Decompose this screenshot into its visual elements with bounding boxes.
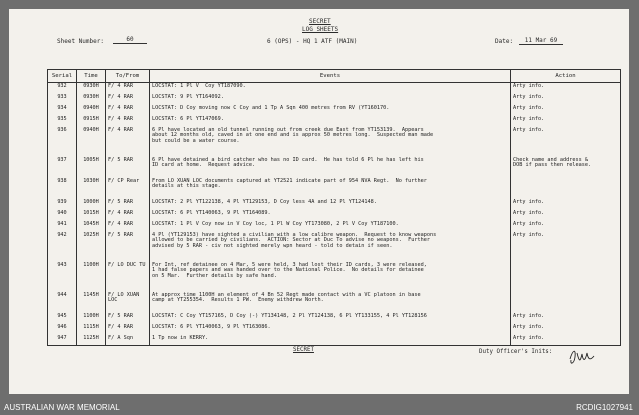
time-cell: 0930H bbox=[77, 83, 106, 94]
time-cell: 1045H bbox=[77, 221, 106, 232]
action-cell bbox=[511, 292, 621, 313]
serial-cell: 945 bbox=[48, 313, 77, 324]
tofrom-cell: F/ 5 RAR bbox=[106, 157, 150, 178]
duty-officer-signature bbox=[567, 347, 597, 371]
classification-bottom: SECRET bbox=[293, 347, 314, 353]
serial-cell: 943 bbox=[48, 262, 77, 292]
table-body bbox=[48, 83, 621, 346]
table-row bbox=[48, 199, 621, 210]
event-cell: LOCSTAT: 1 Pl V Coy YT187090. bbox=[150, 83, 511, 94]
event-cell: LOCSTAT: 1 Pl V Coy now in V Coy loc, 1 Pl W Coy YT173080, 2 Pl V Coy YT187100. bbox=[150, 221, 511, 232]
col-header-time: Time bbox=[77, 70, 106, 83]
action-cell bbox=[511, 262, 621, 292]
event-cell: 6 Pl have located an old tunnel running out from creek due East from YT153139. Appears about 12 months old, caved in at one end and is approx 50 metres long. Suspected man made but could be a water course. bbox=[150, 127, 511, 157]
table-row bbox=[48, 335, 621, 346]
table-header-row bbox=[48, 70, 621, 83]
table-row bbox=[48, 105, 621, 116]
serial-cell: 942 bbox=[48, 232, 77, 262]
serial-cell: 934 bbox=[48, 105, 77, 116]
col-header-action: Action bbox=[511, 70, 621, 83]
sheet-number-value: 60 bbox=[113, 36, 147, 44]
action-cell: Arty info. bbox=[511, 324, 621, 335]
event-cell: 4 Pl (YT129153) have sighted a civilian with a low calibre weapon. Request to know weapons allowed to be carried by civilians. ACTION: Sector at Duc To advise no weapons. Further advised by 5 RAR - civ not sighted merely wpn heard - told to detain if seen. bbox=[150, 232, 511, 262]
time-cell: 1000H bbox=[77, 199, 106, 210]
serial-cell: 936 bbox=[48, 127, 77, 157]
action-cell: Arty info. bbox=[511, 199, 621, 210]
table-row bbox=[48, 157, 621, 178]
tofrom-cell: F/ 4 RAR bbox=[106, 221, 150, 232]
tofrom-cell: F/ 5 RAR bbox=[106, 313, 150, 324]
date-label: Date: bbox=[495, 38, 514, 45]
serial-cell: 947 bbox=[48, 335, 77, 346]
serial-cell: 932 bbox=[48, 83, 77, 94]
serial-cell: 937 bbox=[48, 157, 77, 178]
tofrom-cell: F/ 5 RAR bbox=[106, 232, 150, 262]
duty-officer-label: Duty Officer's Inits: bbox=[479, 349, 553, 355]
table-row bbox=[48, 127, 621, 157]
tofrom-cell: F/ 4 RAR bbox=[106, 94, 150, 105]
action-cell: Arty info. bbox=[511, 105, 621, 116]
table-row bbox=[48, 324, 621, 335]
tofrom-cell: F/ LO XUAN LOC bbox=[106, 292, 150, 313]
event-cell: LOCSTAT: 9 Pl YT164092. bbox=[150, 94, 511, 105]
unit-name: 6 (OPS) - HQ 1 ATF (MAIN) bbox=[267, 38, 358, 45]
serial-cell: 939 bbox=[48, 199, 77, 210]
table-row bbox=[48, 83, 621, 94]
tofrom-cell: F/ 4 RAR bbox=[106, 127, 150, 157]
table-row bbox=[48, 292, 621, 313]
date-value: 11 Mar 69 bbox=[519, 37, 563, 45]
action-cell: Arty info. bbox=[511, 116, 621, 127]
event-cell: From LO XUAN LOC documents captured at YT2521 indicate part of 954 NVA Regt. No further details at this stage. bbox=[150, 178, 511, 199]
event-cell: LOCSTAT: 6 Pl YT140063, 9 Pl YT163086. bbox=[150, 324, 511, 335]
sheet-title: LOG SHEETS bbox=[302, 26, 339, 33]
time-cell: 1025H bbox=[77, 232, 106, 262]
serial-cell: 944 bbox=[48, 292, 77, 313]
time-cell: 1100H bbox=[77, 262, 106, 292]
event-cell: LOCSTAT: 2 Pl YT122138, 4 Pl YT129153, D Coy less 4A and 12 Pl YT124148. bbox=[150, 199, 511, 210]
table-row bbox=[48, 178, 621, 199]
table-row bbox=[48, 221, 621, 232]
event-cell: For Int, ref detainee on 4 Mar, 5 were held, 3 had lost their ID cards, 3 were released, 1 had false papers and was handed over to the National Police. No details for detainee on 5 Mar. Further details by safe hand. bbox=[150, 262, 511, 292]
serial-cell: 946 bbox=[48, 324, 77, 335]
serial-cell: 938 bbox=[48, 178, 77, 199]
action-cell bbox=[511, 178, 621, 199]
time-cell: 1005H bbox=[77, 157, 106, 178]
tofrom-cell: F/ CP Rear bbox=[106, 178, 150, 199]
action-cell: Arty info. bbox=[511, 210, 621, 221]
time-cell: 1015H bbox=[77, 210, 106, 221]
serial-cell: 940 bbox=[48, 210, 77, 221]
classification-top: SECRET bbox=[309, 18, 331, 25]
event-cell: At approx time 1100H an element of 4 Bn 52 Regt made contact with a VC platoon in base camp at YT255354. Results 1 PW. Enemy withdrew North. bbox=[150, 292, 511, 313]
time-cell: 1030H bbox=[77, 178, 106, 199]
tofrom-cell: F/ 4 RAR bbox=[106, 105, 150, 116]
time-cell: 0940H bbox=[77, 105, 106, 116]
serial-cell: 941 bbox=[48, 221, 77, 232]
time-cell: 1125H bbox=[77, 335, 106, 346]
col-header-tofrom: To/From bbox=[106, 70, 150, 83]
event-cell: LOCSTAT: 6 Pl YT147069. bbox=[150, 116, 511, 127]
table-row bbox=[48, 94, 621, 105]
event-cell: LOCSTAT: C Coy YT157165, D Coy (-) YT134148, 2 Pl YT124138, 6 Pl YT133155, 4 Pl YT128156 bbox=[150, 313, 511, 324]
table-row bbox=[48, 262, 621, 292]
archive-reference-id: RCDIG1027941 bbox=[576, 403, 633, 412]
event-cell: LOCSTAT: 6 Pl YT140063, 9 Pl YT164089. bbox=[150, 210, 511, 221]
action-cell: Arty info. bbox=[511, 83, 621, 94]
archive-caption-bar bbox=[0, 400, 639, 415]
tofrom-cell: F/ 4 RAR bbox=[106, 116, 150, 127]
time-cell: 1115H bbox=[77, 324, 106, 335]
action-cell: Arty info. bbox=[511, 232, 621, 262]
col-header-serial: Serial bbox=[48, 70, 77, 83]
time-cell: 0915H bbox=[77, 116, 106, 127]
time-cell: 1145H bbox=[77, 292, 106, 313]
action-cell: Arty info. bbox=[511, 313, 621, 324]
archive-source-label: AUSTRALIAN WAR MEMORIAL bbox=[4, 403, 120, 412]
time-cell: 1100H bbox=[77, 313, 106, 324]
tofrom-cell: F/ 4 RAR bbox=[106, 83, 150, 94]
serial-cell: 935 bbox=[48, 116, 77, 127]
table-row bbox=[48, 232, 621, 262]
table-row bbox=[48, 313, 621, 324]
log-sheet-page bbox=[9, 9, 629, 394]
action-cell: Arty info. bbox=[511, 335, 621, 346]
tofrom-cell: F/ LO DUC TU bbox=[106, 262, 150, 292]
action-cell: Arty info. bbox=[511, 94, 621, 105]
time-cell: 0930H bbox=[77, 94, 106, 105]
table-row bbox=[48, 116, 621, 127]
sheet-number-label: Sheet Number: bbox=[57, 38, 104, 45]
col-header-events: Events bbox=[150, 70, 511, 83]
tofrom-cell: F/ 5 RAR bbox=[106, 199, 150, 210]
time-cell: 0940H bbox=[77, 127, 106, 157]
event-cell: 6 Pl have detained a bird catcher who has no ID card. He has told 6 Pl he has left his ID card at home. Request advice. bbox=[150, 157, 511, 178]
event-cell: LOCSTAT: D Coy moving now C Coy and 1 Tp A Sqn 400 metres from RV (YT160170. bbox=[150, 105, 511, 116]
tofrom-cell: F/ 4 RAR bbox=[106, 324, 150, 335]
log-table bbox=[47, 69, 621, 346]
tofrom-cell: F/ 4 RAR bbox=[106, 210, 150, 221]
event-cell: 1 Tp now in KERRY. bbox=[150, 335, 511, 346]
tofrom-cell: F/ A Sqn bbox=[106, 335, 150, 346]
action-cell: Arty info. bbox=[511, 127, 621, 157]
action-cell: Arty info. bbox=[511, 221, 621, 232]
serial-cell: 933 bbox=[48, 94, 77, 105]
table-row bbox=[48, 210, 621, 221]
action-cell: Check name and address & DOB if pass then release. bbox=[511, 157, 621, 178]
